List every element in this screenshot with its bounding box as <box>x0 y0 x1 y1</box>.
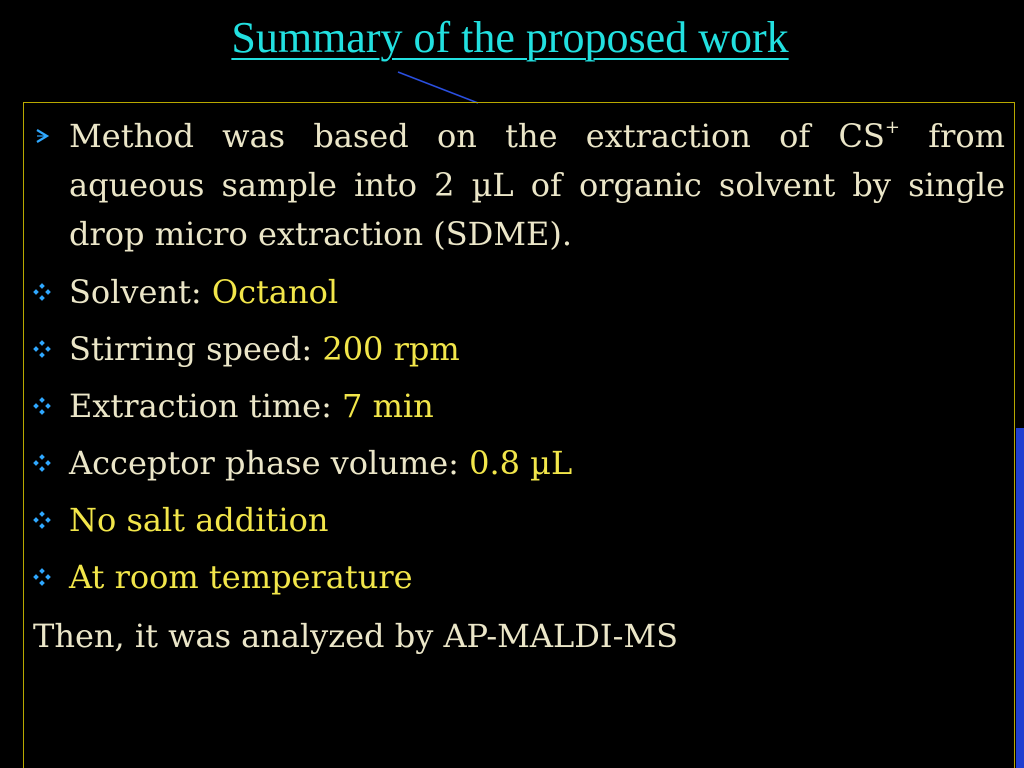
diamond-bullet-icon <box>33 268 63 316</box>
condition-label: Solvent: <box>69 273 212 311</box>
condition-item-no-salt <box>33 496 1005 544</box>
method-text: Method was based on the extraction of CS+ from aqueous sample into 2 µL of organic solvent by single drop micro extraction (SDME). <box>69 117 1006 253</box>
condition-value: No salt addition <box>69 501 329 539</box>
slide-title: Summary of the proposed work <box>231 13 789 62</box>
condition-label: Acceptor phase volume: <box>69 444 470 482</box>
condition-item-extraction-time <box>33 382 1005 430</box>
diamond-bullet-icon <box>33 382 63 430</box>
condition-item-room-temperature <box>33 553 1005 601</box>
diamond-bullet-icon <box>33 325 63 373</box>
condition-value: 7 min <box>342 387 434 425</box>
condition-item-solvent <box>33 268 1005 316</box>
diamond-bullet-icon <box>33 496 63 544</box>
condition-label: Extraction time: <box>69 387 343 425</box>
diamond-bullet-icon <box>33 439 63 487</box>
condition-value: At room temperature <box>69 558 413 596</box>
cesium-superscript: + <box>884 117 900 138</box>
condition-value: 200 rpm <box>322 330 460 368</box>
arrow-bullet-icon <box>33 112 63 160</box>
bullet-list <box>33 112 1005 610</box>
condition-item-acceptor-volume <box>33 439 1005 487</box>
accent-bar <box>1016 428 1024 768</box>
condition-item-stirring-speed <box>33 325 1005 373</box>
diamond-bullet-icon <box>33 553 63 601</box>
condition-value: Octanol <box>211 273 339 311</box>
conclusion-text: Then, it was analyzed by AP-MALDI-MS <box>33 617 679 655</box>
condition-value: 0.8 µL <box>469 444 573 482</box>
condition-label: Stirring speed: <box>69 330 323 368</box>
method-item <box>33 112 1005 259</box>
